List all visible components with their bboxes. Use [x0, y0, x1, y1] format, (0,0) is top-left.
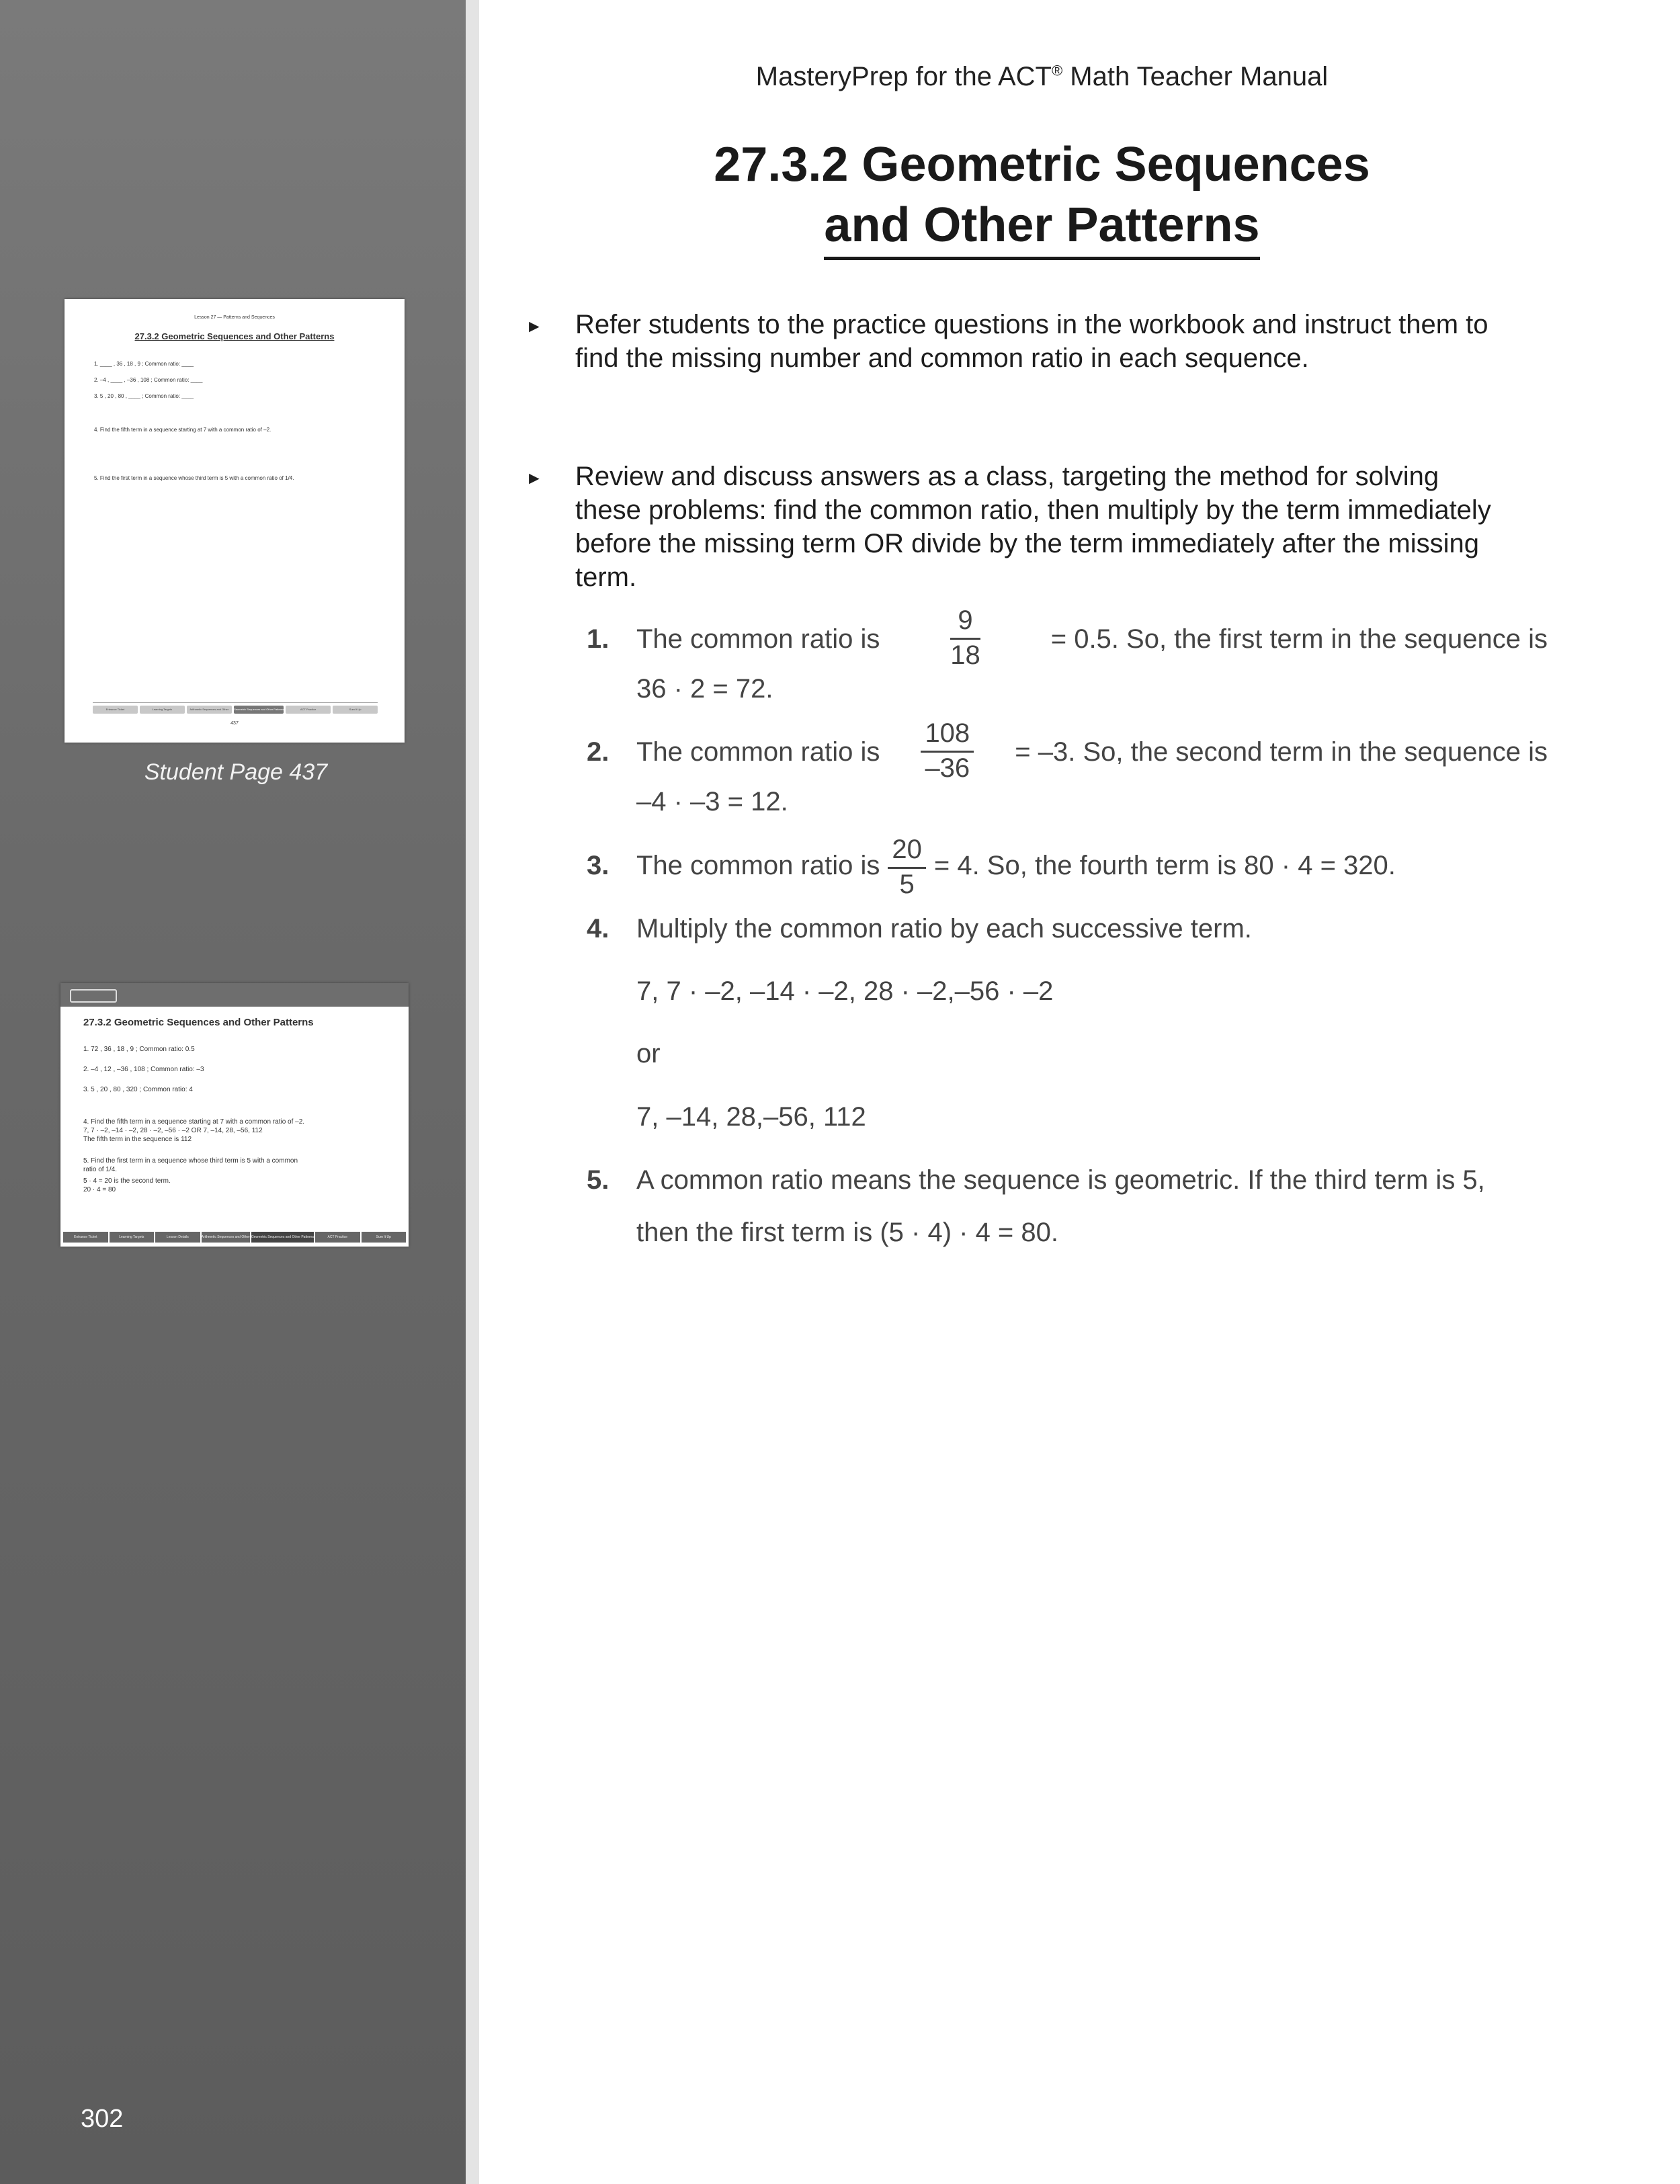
slide-nav-item: Learning Targets [110, 1232, 155, 1243]
slide-line: The fifth term in the sequence is 112 [83, 1136, 192, 1143]
item-line [636, 718, 1548, 786]
slide-nav-item: Entrance Ticket [63, 1232, 108, 1243]
thumb-title: 27.3.2 Geometric Sequences and Other Patterns [134, 331, 335, 341]
title-line-2: and Other Patterns [824, 195, 1259, 260]
fraction-denominator: 5 [899, 870, 915, 899]
thumb-line: 2. –4 , ____ , –36 , 108 ; Common ratio: ____ [94, 377, 203, 383]
fraction-denominator: –36 [925, 753, 970, 783]
header-prefix: MasteryPrep for the ACT [755, 62, 1052, 91]
bullet-line: before the missing term OR divide by the term immediately after the missing [575, 529, 1479, 558]
fraction-denominator: 18 [950, 640, 980, 670]
item-text: = –3. So, the second term in the sequence is [1015, 737, 1548, 767]
slide-nav-item: Lesson Details [155, 1232, 200, 1243]
item-line: A common ratio means the sequence is geometric. If the third term is 5, [636, 1165, 1485, 1195]
logo-icon [70, 989, 117, 1003]
item-line: –4 · –3 = 12. [636, 787, 788, 816]
registered-mark: ® [1051, 62, 1063, 79]
item-line [636, 835, 1396, 900]
bullet-refer-students [526, 308, 1546, 375]
item-line: 7, –14, 28,–56, 112 [636, 1102, 866, 1132]
running-header [479, 62, 1605, 92]
item-line: or [636, 1039, 661, 1068]
item-text: The common ratio is [636, 851, 880, 880]
slide-nav [63, 1232, 406, 1243]
thumb-line: 4. Find the fifth term in a sequence starting at 7 with a common ratio of –2. [94, 427, 271, 433]
bullet-line: term. [575, 562, 637, 592]
item-line: Multiply the common ratio by each successive term. [636, 914, 1252, 943]
title-line-1: 27.3.2 Geometric Sequences [714, 138, 1370, 192]
thumb-header: Lesson 27 — Patterns and Sequences [194, 315, 275, 320]
slide-line: 7, 7 · –2, –14 · –2, 28 · –2, –56 · –2 OR 7, –14, 28, –56, 112 [83, 1127, 263, 1134]
slide-line: 1. 72 , 36 , 18 , 9 ; Common ratio: 0.5 [83, 1046, 195, 1053]
page-number: 302 [81, 2105, 124, 2133]
thumb-line: 3. 5 , 20 , 80 , ____ ; Common ratio: ____ [94, 393, 194, 399]
item-text: The common ratio is [636, 737, 880, 767]
fraction-numerator: 9 [950, 605, 980, 640]
item-number: 2. [587, 737, 610, 767]
page-title [479, 134, 1605, 260]
item-number: 1. [587, 624, 610, 654]
sidebar-edge [466, 0, 479, 2184]
fraction [921, 718, 974, 784]
fraction-numerator: 108 [921, 718, 974, 753]
thumb-nav [93, 702, 378, 714]
slide-title: 27.3.2 Geometric Sequences and Other Patterns [83, 1017, 314, 1028]
bullet-review-discuss [526, 460, 1546, 594]
slide-line: 20 · 4 = 80 [83, 1186, 116, 1193]
slide-line: 3. 5 , 20 , 80 , 320 ; Common ratio: 4 [83, 1086, 193, 1093]
triangle-bullet-icon: ► [526, 468, 543, 488]
triangle-bullet-icon: ► [526, 316, 543, 336]
slide-line: 5. Find the first term in a sequence whose third term is 5 with a common [83, 1157, 298, 1165]
thumb-nav-item: Arithmetic Sequences and Other [187, 706, 232, 714]
slide-nav-item: Sum It Up [362, 1232, 407, 1243]
fraction [888, 835, 926, 900]
header-suffix: Math Teacher Manual [1062, 62, 1329, 91]
item-text: The common ratio is [636, 624, 880, 654]
slide-nav-item: Arithmetic Sequences and Other [202, 1232, 250, 1243]
item-line: then the first term is (5 · 4) · 4 = 80. [636, 1218, 1059, 1247]
bullet-line: Refer students to the practice questions in the workbook and instruct them to [575, 310, 1488, 339]
thumb-line: 1. ____ , 36 , 18 , 9 ; Common ratio: ____ [94, 361, 194, 367]
item-text: = 0.5. So, the first term in the sequence is [1050, 624, 1548, 654]
thumb-page-number: 437 [230, 721, 239, 726]
student-page-thumbnail [65, 299, 405, 743]
bullet-line: these problems: find the common ratio, then multiply by the term immediately [575, 495, 1491, 525]
slide-line: 4. Find the fifth term in a sequence starting at 7 with a common ratio of –2. [83, 1118, 305, 1126]
thumbnail-caption: Student Page 437 [144, 759, 328, 785]
thumb-nav-item: Sum It Up [333, 706, 378, 714]
item-number: 4. [587, 914, 610, 943]
thumb-nav-item: ACT Practice [286, 706, 331, 714]
thumb-nav-item: Learning Targets [140, 706, 185, 714]
slide-nav-item: ACT Practice [315, 1232, 360, 1243]
thumb-nav-item-active: Geometric Sequences and Other Patterns [234, 706, 284, 714]
item-number: 3. [587, 851, 610, 880]
slide-nav-item-active: Geometric Sequences and Other Patterns [251, 1232, 314, 1243]
bullet-line: find the missing number and common ratio in each sequence. [575, 343, 1309, 373]
item-number: 5. [587, 1165, 610, 1195]
item-line: 36 · 2 = 72. [636, 674, 773, 704]
slide-line: 5 · 4 = 20 is the second term. [83, 1177, 171, 1185]
slide-line: 2. –4 , 12 , –36 , 108 ; Common ratio: –3 [83, 1066, 204, 1073]
thumb-nav-item: Entrance Ticket [93, 706, 138, 714]
fraction [950, 605, 980, 671]
thumb-line: 5. Find the first term in a sequence whose third term is 5 with a common ratio of 1/4. [94, 475, 294, 481]
slide-line: ratio of 1/4. [83, 1166, 118, 1173]
item-text: = 4. So, the fourth term is 80 · 4 = 320. [933, 851, 1396, 880]
item-line [636, 605, 1548, 673]
bullet-line: Review and discuss answers as a class, targeting the method for solving [575, 462, 1439, 491]
item-line: 7, 7 · –2, –14 · –2, 28 · –2,–56 · –2 [636, 976, 1054, 1006]
fraction-numerator: 20 [888, 835, 926, 869]
answer-slide-thumbnail [60, 983, 409, 1247]
